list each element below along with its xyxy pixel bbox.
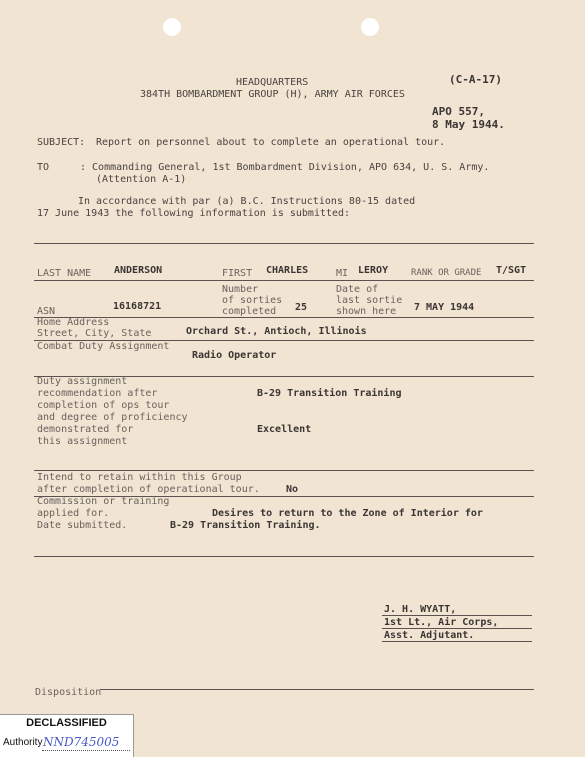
last-name-value: ANDERSON — [114, 265, 163, 276]
sorties-label-2: of sorties — [222, 295, 283, 306]
proficiency-value: Excellent — [257, 424, 312, 435]
punch-hole-left — [163, 18, 181, 36]
stamp-authority-label: Authority — [3, 737, 43, 748]
asn-label: ASN — [37, 306, 56, 317]
commission-value-2: B-29 Transition Training. — [170, 520, 321, 531]
divider — [34, 556, 534, 557]
duty-assignment-label-1: Duty assignment — [37, 376, 128, 387]
last-sortie-label-2: last sortie — [336, 295, 403, 306]
middle-initial-label: MI — [336, 268, 349, 279]
asn-value: 16168721 — [113, 301, 162, 312]
to-line-2: (Attention A-1) — [96, 174, 187, 185]
unit-heading: 384TH BOMBARDMENT GROUP (H), ARMY AIR FORCES — [140, 89, 405, 100]
proficiency-label-1: and degree of proficiency — [37, 412, 188, 423]
sorties-label-1: Number — [222, 284, 259, 295]
last-sortie-label-1: Date of — [336, 284, 379, 295]
signature-rule — [382, 628, 532, 629]
home-address-label-1: Home Address — [37, 317, 110, 328]
signature-title: Asst. Adjutant. — [384, 630, 475, 641]
apo-number: APO 557, — [432, 105, 485, 118]
home-address-label-2: Street, City, State — [37, 328, 152, 339]
signature-rule — [382, 615, 532, 616]
stamp-authority-line — [42, 750, 130, 751]
subject-label: SUBJECT: — [37, 137, 86, 148]
last-sortie-value: 7 MAY 1944 — [414, 302, 475, 313]
combat-duty-label: Combat Duty Assignment — [37, 341, 170, 352]
sorties-label-3: completed — [222, 306, 277, 317]
retain-label-1: Intend to retain within this Group — [37, 472, 242, 483]
home-address-value: Orchard St., Antioch, Illinois — [186, 326, 367, 337]
headquarters-heading: HEADQUARTERS — [236, 77, 309, 88]
retain-label-2: after completion of operational tour. — [37, 484, 260, 495]
divider — [34, 470, 534, 471]
declassified-stamp — [0, 714, 134, 757]
divider — [34, 243, 534, 244]
retain-value: No — [286, 484, 299, 495]
punch-hole-right — [361, 18, 379, 36]
last-sortie-label-3: shown here — [336, 306, 397, 317]
rank-value: T/SGT — [496, 265, 527, 276]
disposition-line — [100, 689, 534, 690]
signature-rule — [382, 641, 532, 642]
first-name-label: FIRST — [222, 268, 253, 279]
duty-assignment-value: B-29 Transition Training — [257, 388, 402, 399]
duty-assignment-label-3: completion of ops tour — [37, 400, 170, 411]
sorties-value: 25 — [295, 302, 308, 313]
to-line-1: : Commanding General, 1st Bombardment Division, APO 634, U. S. Army. — [80, 162, 490, 173]
document-date: 8 May 1944. — [432, 118, 505, 131]
stamp-heading: DECLASSIFIED — [26, 717, 107, 729]
commission-value-1: Desires to return to the Zone of Interior for — [212, 508, 483, 519]
form-code: (C-A-17) — [449, 73, 502, 86]
signature-name: J. H. WYATT, — [384, 604, 457, 615]
combat-duty-value: Radio Operator — [192, 350, 277, 361]
signature-rank: 1st Lt., Air Corps, — [384, 617, 499, 628]
middle-name-value: LEROY — [358, 265, 389, 276]
rank-label: RANK OR GRADE — [411, 268, 482, 278]
body-line-1: In accordance with par (a) B.C. Instructions 80-15 dated — [78, 196, 416, 207]
commission-label-3: Date submitted. — [37, 520, 128, 531]
to-label: TO — [37, 162, 50, 173]
stamp-authority-number: NND745005 — [43, 735, 120, 749]
disposition-label: Disposition — [35, 687, 102, 698]
subject-text: Report on personnel about to complete an operational tour. — [96, 137, 446, 148]
divider — [34, 280, 534, 281]
proficiency-label-3: this assignment — [37, 436, 128, 447]
commission-label-2: applied for. — [37, 508, 110, 519]
body-line-2: 17 June 1943 the following information is submitted: — [37, 208, 351, 219]
commission-label-1: Commission or training — [37, 496, 170, 507]
first-name-value: CHARLES — [266, 265, 309, 276]
last-name-label: LAST NAME — [37, 268, 92, 279]
proficiency-label-2: demonstrated for — [37, 424, 134, 435]
duty-assignment-label-2: recommendation after — [37, 388, 158, 399]
